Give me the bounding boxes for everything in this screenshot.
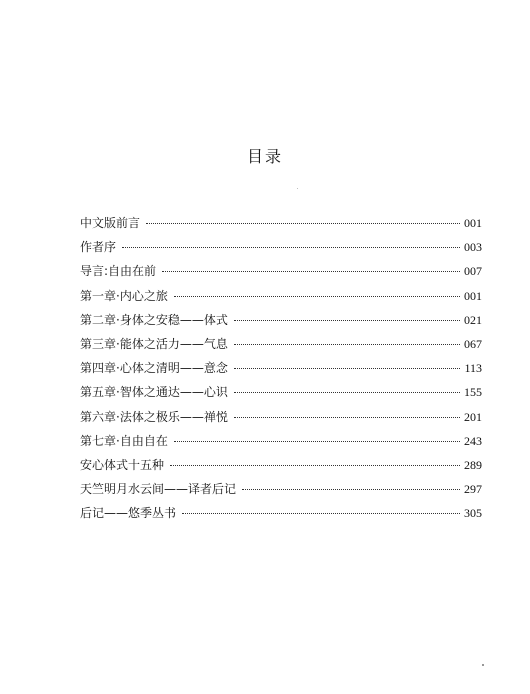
- toc-entry-label: 第三章·能体之活力——气息: [80, 336, 228, 351]
- toc-entry-page: 201: [464, 409, 482, 424]
- scan-speck: [482, 664, 484, 666]
- toc-entry-label: 安心体式十五种: [80, 457, 165, 472]
- toc-entry-page: 297: [464, 482, 482, 497]
- toc-entry-page: 067: [464, 336, 482, 351]
- toc-entry: [80, 504, 482, 528]
- toc-entry-label: 后记——悠季丛书: [80, 506, 177, 521]
- dot-leader: [170, 465, 460, 466]
- dot-leader: [174, 296, 460, 297]
- toc-entry: [80, 480, 482, 504]
- toc-entry: [80, 456, 482, 480]
- scan-speck: [297, 188, 298, 189]
- toc-entry-page: 289: [464, 457, 482, 472]
- toc-entry-page: 113: [464, 361, 482, 376]
- toc-entry-page: 007: [464, 264, 482, 279]
- dot-leader: [174, 441, 460, 442]
- dot-leader: [234, 417, 460, 418]
- toc-entry-page: 003: [464, 240, 482, 255]
- dot-leader: [182, 513, 460, 514]
- toc-entry: [80, 238, 482, 262]
- toc-entry-page: 243: [464, 433, 482, 448]
- dot-leader: [242, 489, 460, 490]
- toc-entry-label: 第二章·身体之安稳——体式: [80, 312, 228, 327]
- toc-entry-page: 305: [464, 506, 482, 521]
- toc-entry: [80, 408, 482, 432]
- toc-entry-label: 第七章·自由自在: [80, 433, 168, 448]
- toc-entry-page: 155: [464, 385, 482, 400]
- dot-leader: [122, 247, 460, 248]
- dot-leader: [234, 392, 460, 393]
- dot-leader: [162, 271, 460, 272]
- toc-entry-label: 天竺明月水云间——译者后记: [80, 482, 237, 497]
- dot-leader: [234, 344, 460, 345]
- table-of-contents: [80, 214, 482, 528]
- toc-entry: [80, 287, 482, 311]
- dot-leader: [146, 223, 460, 224]
- toc-entry-label: 作者序: [80, 240, 117, 255]
- toc-entry-label: 第六章·法体之极乐——禅悦: [80, 409, 228, 424]
- toc-entry: [80, 262, 482, 286]
- toc-entry: [80, 359, 482, 383]
- page-title: 目录: [246, 147, 283, 166]
- toc-entry-page: 001: [464, 288, 482, 303]
- toc-entry-label: 第五章·智体之通达——心识: [80, 385, 228, 400]
- toc-entry-page: 001: [464, 216, 482, 230]
- toc-entry: [80, 335, 482, 359]
- toc-entry-label: 中文版前言: [80, 216, 141, 230]
- dot-leader: [234, 320, 460, 321]
- toc-entry: [80, 383, 482, 407]
- dot-leader: [234, 368, 461, 369]
- toc-entry-label: 第一章·内心之旅: [80, 288, 168, 303]
- toc-entry-label: 导言:自由在前: [80, 264, 157, 279]
- toc-entry: [80, 311, 482, 335]
- toc-entry-label: 第四章·心体之清明——意念: [80, 361, 228, 376]
- toc-entry: [80, 214, 482, 238]
- toc-entry-page: 021: [464, 312, 482, 327]
- toc-entry: [80, 432, 482, 456]
